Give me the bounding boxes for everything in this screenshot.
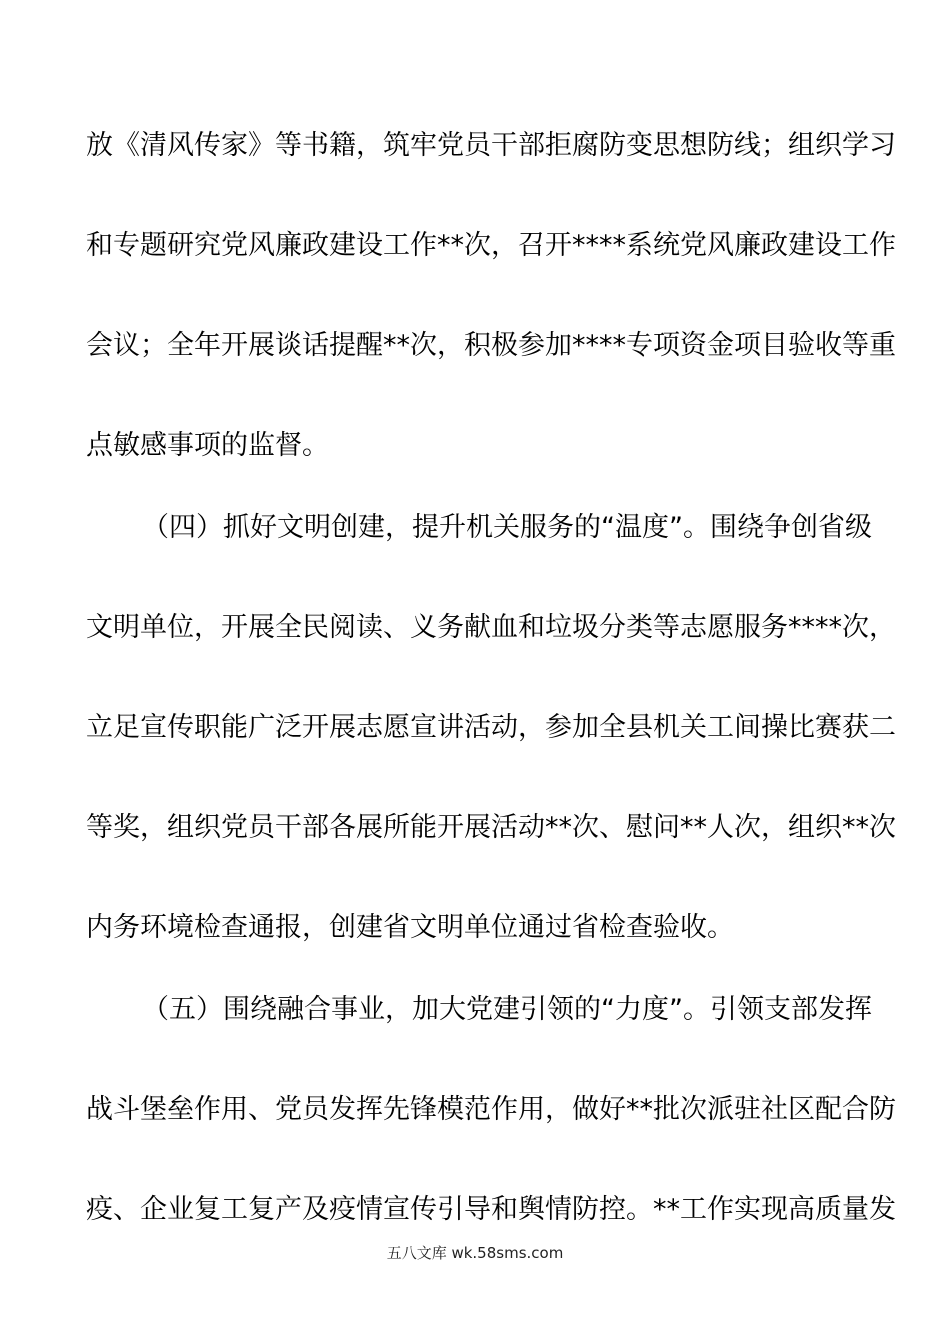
body-text-line: 放《清风传家》等书籍，筑牢党员干部拒腐防变思想防线；组织学习 — [86, 130, 896, 161]
body-text-line: 点敏感事项的监督。 — [86, 430, 329, 461]
section-heading-line: （五）围绕融合事业，加大党建引领的“力度”。引领支部发挥 — [142, 994, 872, 1025]
section-heading-line: （四）抓好文明创建，提升机关服务的“温度”。围绕争创省级 — [142, 512, 872, 543]
body-text-line: 和专题研究党风廉政建设工作**次，召开****系统党风廉政建设工作 — [86, 230, 896, 261]
body-text-line: 疫、企业复工复产及疫情宣传引导和舆情防控。**工作实现高质量发 — [86, 1194, 896, 1225]
body-text-line: 会议；全年开展谈话提醒**次，积极参加****专项资金项目验收等重 — [86, 330, 896, 361]
body-text-line: 等奖，组织党员干部各展所能开展活动**次、慰问**人次，组织**次 — [86, 812, 896, 843]
body-text-line: 文明单位，开展全民阅读、义务献血和垃圾分类等志愿服务****次， — [86, 612, 896, 643]
body-text-line: 内务环境检查通报，创建省文明单位通过省检查验收。 — [86, 912, 734, 943]
footer-watermark: 五八文库 wk.58sms.com — [386, 1244, 564, 1262]
body-text-line: 立足宣传职能广泛开展志愿宣讲活动，参加全县机关工间操比赛获二 — [86, 712, 896, 743]
body-text-line: 战斗堡垒作用、党员发挥先锋模范作用，做好**批次派驻社区配合防 — [86, 1094, 896, 1125]
